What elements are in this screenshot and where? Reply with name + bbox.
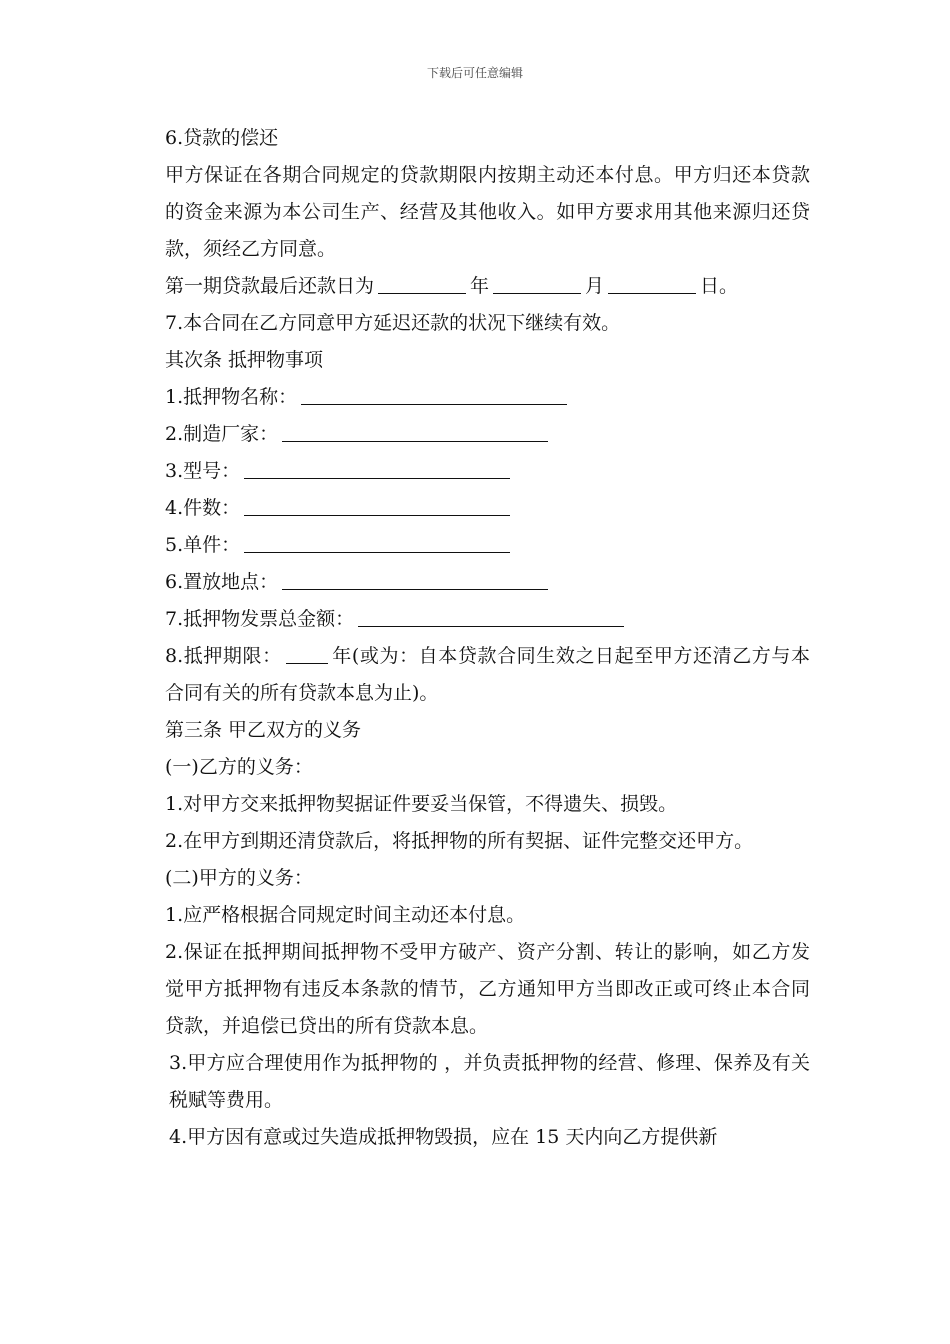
repayment-paragraph: 甲方保证在各期合同规定的贷款期限内按期主动还本付息。甲方归还本贷款的资金来源为本公司生产、经营及其他收入。如甲方要求用其他来源归还贷款，须经乙方同意。 bbox=[165, 164, 810, 260]
article-three-heading: 第三条 甲乙双方的义务 bbox=[165, 719, 362, 741]
page-header: 下载后可任意编辑 bbox=[426, 66, 523, 80]
section-repayment-title: 6.贷款的偿还 bbox=[165, 127, 279, 149]
unit-label: 5.单件： bbox=[165, 534, 241, 556]
model-blank bbox=[244, 455, 510, 479]
unit-blank bbox=[244, 529, 510, 553]
party-a-obligation-4: 4.甲方因有意或过失造成抵押物毁损，应在 15 天内向乙方提供新 bbox=[169, 1126, 718, 1148]
first-repayment-label: 第一期贷款最后还款日为 bbox=[165, 275, 375, 297]
mortgage-term-label: 8.抵押期限： bbox=[165, 645, 282, 667]
first-repayment-date-line bbox=[145, 268, 810, 305]
unit-field bbox=[145, 527, 810, 564]
manufacturer-blank bbox=[282, 418, 548, 442]
location-label: 6.置放地点： bbox=[165, 571, 279, 593]
party-a-obligation-1: 1.应严格根据合同规定时间主动还本付息。 bbox=[165, 904, 526, 926]
quantity-label: 4.件数： bbox=[165, 497, 241, 519]
invoice-amount-label: 7.抵押物发票总金额： bbox=[165, 608, 355, 630]
party-b-obligation-2: 2.在甲方到期还清贷款后，将抵押物的所有契据、证件完整交还甲方。 bbox=[165, 830, 754, 852]
party-a-obligation-2: 2.保证在抵押期间抵押物不受甲方破产、资产分割、转让的影响，如乙方发觉甲方抵押物有违反本条款的情节，乙方通知甲方当即改正或可终止本合同贷款，并追偿已贷出的所有贷款本息。 bbox=[165, 941, 810, 1037]
invoice-amount-blank bbox=[358, 603, 624, 627]
manufacturer-label: 2.制造厂家： bbox=[165, 423, 279, 445]
party-a-obligation-3: 3.甲方应合理使用作为抵押物的 ，并负责抵押物的经营、修理、保养及有关税赋等费用。 bbox=[169, 1052, 810, 1111]
contract-body bbox=[145, 120, 810, 1156]
party-b-obligations-heading: (一)乙方的义务： bbox=[165, 756, 313, 778]
mortgage-term-paragraph bbox=[145, 638, 810, 712]
model-field bbox=[145, 453, 810, 490]
year-blank bbox=[378, 270, 466, 294]
month-label: 月 bbox=[585, 275, 605, 297]
location-blank bbox=[282, 566, 548, 590]
month-blank bbox=[493, 270, 581, 294]
collateral-name-blank bbox=[301, 381, 567, 405]
day-label: 日。 bbox=[700, 275, 739, 297]
quantity-blank bbox=[244, 492, 510, 516]
collateral-name-label: 1.抵押物名称： bbox=[165, 386, 298, 408]
model-label: 3.型号： bbox=[165, 460, 241, 482]
party-a-obligations-heading: (二)甲方的义务： bbox=[165, 867, 313, 889]
year-label: 年 bbox=[470, 275, 490, 297]
mortgage-term-text: 年(或为：自本贷款合同生效之日起至甲方还清乙方与本合同有关的所有贷款本息为止)。 bbox=[165, 645, 810, 704]
mortgage-term-blank bbox=[286, 640, 328, 664]
article-two-heading: 其次条 抵押物事项 bbox=[165, 349, 324, 371]
quantity-field bbox=[145, 490, 810, 527]
collateral-name-field bbox=[145, 379, 810, 416]
day-blank bbox=[608, 270, 696, 294]
manufacturer-field bbox=[145, 416, 810, 453]
invoice-amount-field bbox=[145, 601, 810, 638]
party-b-obligation-1: 1.对甲方交来抵押物契据证件要妥当保管，不得遗失、损毁。 bbox=[165, 793, 678, 815]
location-field bbox=[145, 564, 810, 601]
contract-validity-line: 7.本合同在乙方同意甲方延迟还款的状况下继续有效。 bbox=[165, 312, 621, 334]
